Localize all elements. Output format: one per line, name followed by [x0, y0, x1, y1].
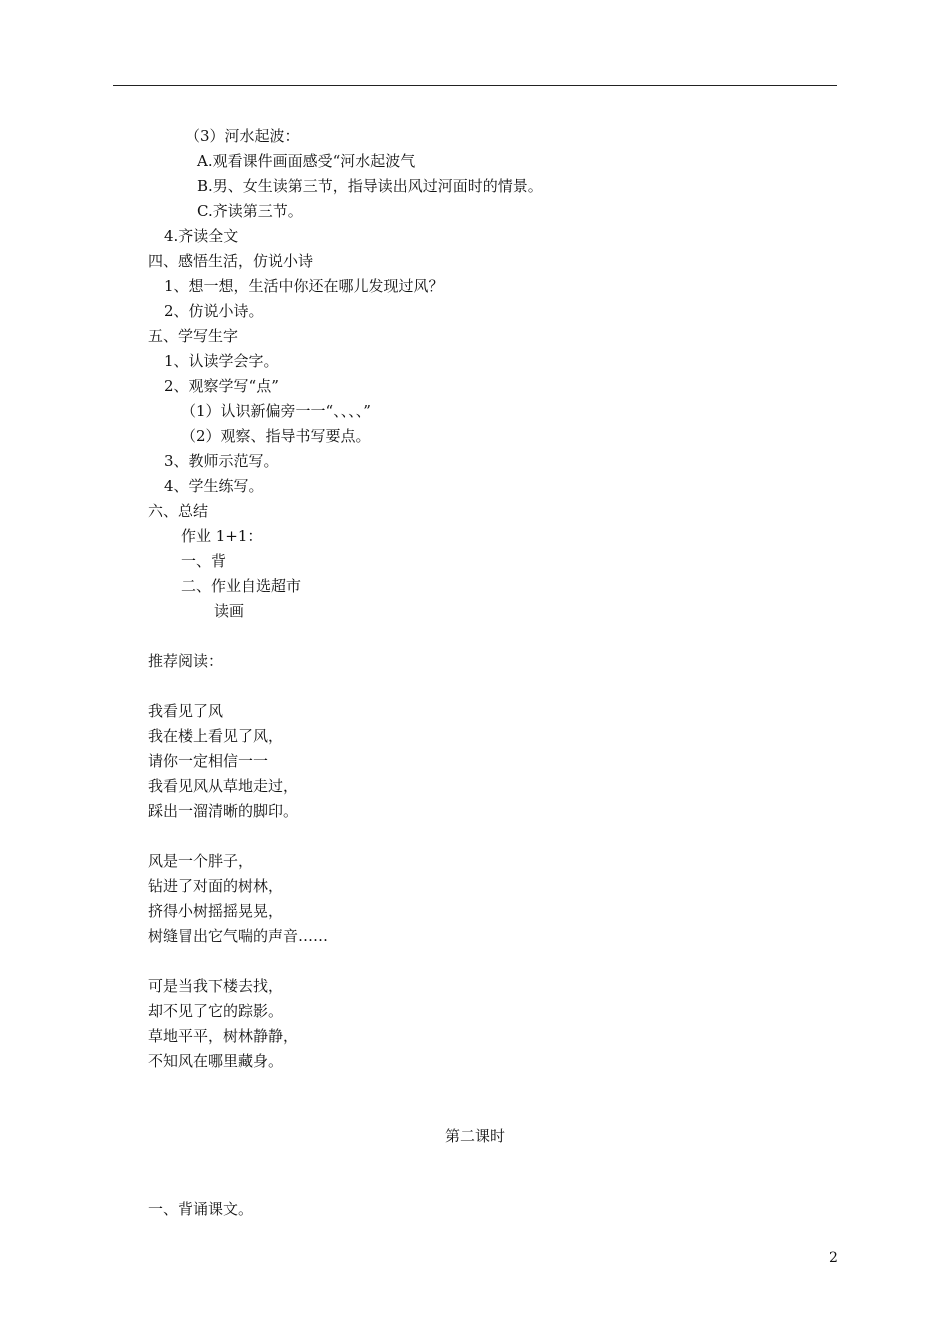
poem-line: 可是当我下楼去找，: [148, 977, 284, 995]
text-line: 1、想一想，生活中你还在哪儿发现过风？: [164, 277, 444, 295]
reading-heading: 推荐阅读：: [148, 652, 224, 670]
text-line: 4、学生练写。: [164, 477, 264, 495]
text-line: B.男、女生读第三节，指导读出风过河面时的情景。: [197, 177, 543, 195]
text-line: （2）观察、指导书写要点。: [181, 427, 371, 445]
section-heading: 四、感悟生活，仿说小诗: [148, 252, 314, 270]
poem-line: 树缝冒出它气喘的声音……: [148, 927, 329, 945]
section-heading: 六、总结: [148, 502, 209, 520]
text-line: 二、作业自选超市: [181, 577, 302, 595]
poem-line: 挤得小树摇摇晃晃，: [148, 902, 284, 920]
text-line: 读画: [214, 602, 245, 620]
text-line: C.齐读第三节。: [197, 202, 303, 220]
text-line: 4.齐读全文: [164, 227, 239, 245]
poem-title: 我看见了风: [148, 702, 224, 720]
poem-line: 风是一个胖子，: [148, 852, 254, 870]
lesson-title: 第二课时: [444, 1127, 505, 1145]
poem-line: 请你一定相信一一: [148, 752, 269, 770]
text-line: （3）河水起波：: [185, 127, 300, 145]
text-line: 一、背: [181, 552, 227, 570]
section-heading: 一、背诵课文。: [148, 1200, 254, 1218]
poem-line: 钻进了对面的树林，: [148, 877, 284, 895]
text-line: 作业 1+1：: [181, 527, 263, 545]
poem-line: 踩出一溜清晰的脚印。: [148, 802, 299, 820]
poem-line: 草地平平，树林静静，: [148, 1027, 299, 1045]
header-rule: [113, 85, 837, 86]
section-heading: 五、学写生字: [148, 327, 239, 345]
text-line: 2、仿说小诗。: [164, 302, 264, 320]
page-number: 2: [829, 1250, 838, 1266]
poem-line: 我在楼上看见了风，: [148, 727, 284, 745]
poem-line: 我看见风从草地走过，: [148, 777, 299, 795]
text-line: 2、观察学写“点”: [164, 377, 279, 395]
poem-line: 却不见了它的踪影。: [148, 1002, 284, 1020]
poem-line: 不知风在哪里藏身。: [148, 1052, 284, 1070]
text-line: 1、认读学会字。: [164, 352, 279, 370]
text-line: （1）认识新偏旁一一“、、、、”: [181, 402, 371, 420]
text-line: A.观看课件画面感受“河水起波气: [197, 152, 416, 170]
text-line: 3、教师示范写。: [164, 452, 279, 470]
